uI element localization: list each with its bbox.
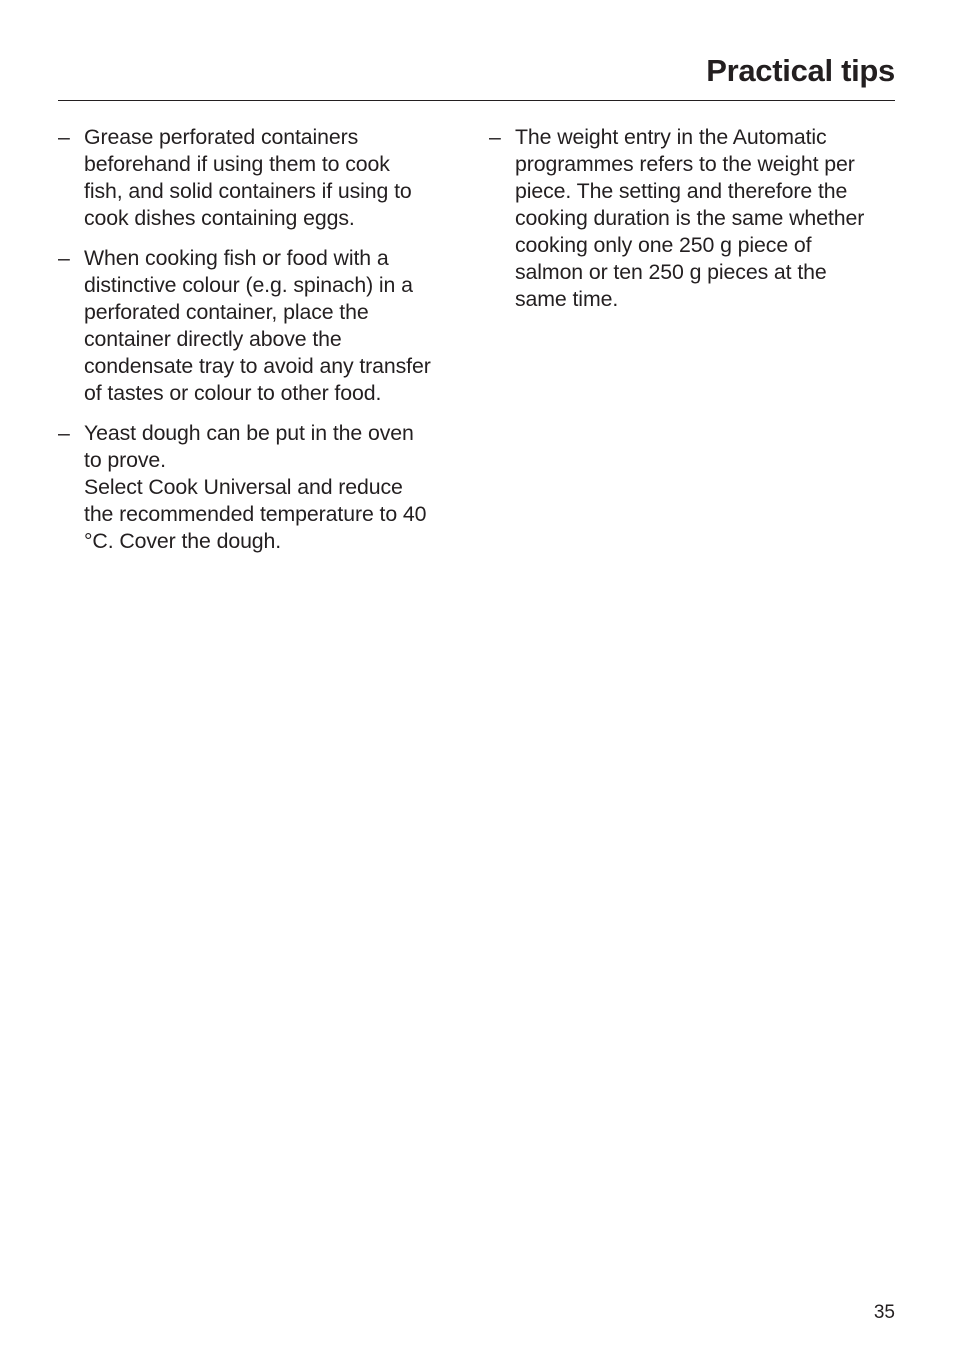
tip-line: fish, and solid containers if using to: [84, 179, 412, 203]
tip-line: container directly above the: [84, 327, 342, 351]
tip-line: to prove.: [84, 448, 166, 472]
left-column: [58, 124, 468, 568]
tip-line: Yeast dough can be put in the oven: [84, 421, 414, 445]
tip-line: programmes refers to the weight per: [515, 152, 855, 176]
tip-line: When cooking fish or food with a: [84, 246, 389, 270]
tip-item: [58, 124, 468, 232]
tip-line: of tastes or colour to other food.: [84, 381, 382, 405]
tip-item: [489, 124, 901, 313]
bullet-dash: –: [58, 125, 70, 149]
bullet-dash: –: [489, 125, 501, 149]
tip-line: Select Cook Universal and reduce: [84, 475, 403, 499]
page-number: 35: [873, 1302, 895, 1323]
tip-line: cooking duration is the same whether: [515, 206, 865, 230]
tip-line: The weight entry in the Automatic: [515, 125, 827, 149]
right-column: [489, 124, 901, 326]
tip-line: cooking only one 250 g piece of: [515, 233, 812, 257]
tip-line: °C. Cover the dough.: [84, 529, 282, 553]
tip-line: cook dishes containing eggs.: [84, 206, 355, 230]
tip-item: [58, 420, 468, 555]
tip-line: piece. The setting and therefore the: [515, 179, 848, 203]
tip-line: Grease perforated containers: [84, 125, 359, 149]
bullet-dash: –: [58, 421, 70, 445]
tip-line: distinctive colour (e.g. spinach) in a: [84, 273, 413, 297]
tip-item: [58, 245, 468, 407]
bullet-dash: –: [58, 246, 70, 270]
tip-line: condensate tray to avoid any transfer: [84, 354, 431, 378]
tip-line: perforated container, place the: [84, 300, 369, 324]
title-divider: [58, 100, 895, 101]
tip-line: beforehand if using them to cook: [84, 152, 390, 176]
tip-line: salmon or ten 250 g pieces at the: [515, 260, 827, 284]
tip-line: same time.: [515, 287, 619, 311]
tip-line: the recommended temperature to 40: [84, 502, 427, 526]
page-title: Practical tips: [706, 53, 895, 88]
